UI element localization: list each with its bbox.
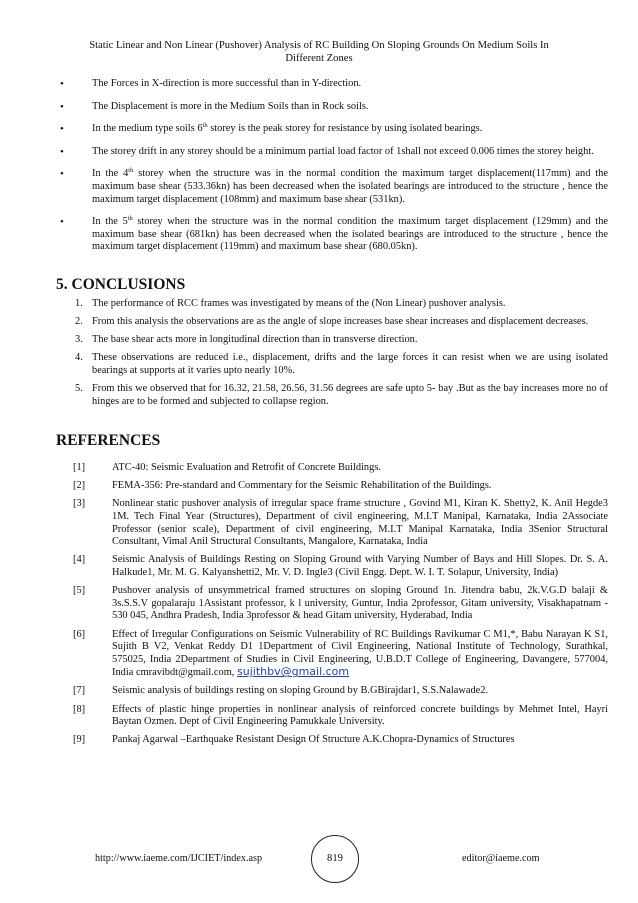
reference-item: [2] FEMA-356: Pre-standard and Commentary for the Seismic Rehabilitation of the Buildings.: [73, 480, 492, 492]
references-list: [56, 462, 608, 753]
bullet-icon: •: [60, 123, 64, 136]
bullet-icon: •: [60, 100, 64, 113]
bullet-item: • The Forces in X-direction is more successful than in Y-direction.: [60, 78, 362, 90]
reference-item: [5] Pushover analysis of unsymmetrical framed structures on sloping Ground 1n. Jitendra babu, 2k.V.G.D balaji & 3s.S.S.V gopalaraju 1Assistant professor, k l university, Guntur, India 2professor, Gitam university, Visakhapatnam - 530 045, Andhra Pradesh, India 3professor & head Gitam university, Hyderabad, India: [73, 585, 608, 622]
conclusion-item: 3. The base shear acts more in longitudinal direction than in transverse direction.: [75, 334, 418, 346]
page-number-circle: 819: [311, 835, 359, 883]
reference-item: [6] Effect of Irregular Configurations on Seismic Vulnerability of RC Buildings Ravikumar C M1,*, Babu Narayan K S1, Sujith B V2, Venkat Reddy D1 1Department of Civil Engineering, National Institute of Technology, Surathkal, 575025, India 2Department of Studies in Civil Engineering, U.B.D.T College of Engineering, Davangere, 577004, India cmravibdt@gmail.com, sujithbv@gmail.com: [73, 628, 608, 679]
reference-item: [3] Nonlinear static pushover analysis of irregular space frame structure , Govind M1, Kiran K. Shetty2, K. Anil Hegde3 1M. Tech Final Year (Structures), Department of civil engineering, M.I.T Manipal, Karnataka, India 2Associate Professor (senior scale), Department of civil engineering, M.I.T Manipal Karnataka, India 3Senior Structural Consultant, Vimal Anil Structural Consultants, Mangalore, Karnataka, India: [73, 498, 608, 548]
footer-email: editor@iaeme.com: [462, 853, 540, 864]
running-header-line-2: Different Zones: [285, 53, 353, 64]
bullet-item: • In the 4th storey when the structure was in the normal condition the maximum target displacement(117mm) and the maximum base shear (533.36kn) has been decreased when the isolated bearings are introduced to the structure , hence the maximum target displacement (108mm) and maximum base shear (531kn).: [60, 167, 608, 205]
reference-item: [9] Pankaj Agarwal –Earthquake Resistant Design Of Structure A.K.Chopra-Dynamics of Structures: [73, 734, 515, 746]
footer-url: http://www.iaeme.com/IJCIET/index.asp: [95, 853, 263, 864]
bullet-item: • The storey drift in any storey should be a minimum partial load factor of 1shall not exceed 0.006 times the storey height.: [60, 145, 594, 158]
conclusions-list: [56, 298, 608, 414]
running-header: [70, 39, 568, 65]
bullet-item: • In the 5th storey when the structure was in the normal condition the maximum target displacement (129mm) and the maximum base shear (681kn) has been decreased when the isolated bearings are introduced to the structure , hence the maximum target displacement (119mm) and maximum base shear (680.05kn).: [60, 215, 608, 253]
bullet-icon: •: [60, 78, 64, 90]
references-heading: REFERENCES: [56, 432, 161, 449]
bullet-icon: •: [60, 145, 64, 158]
findings-bullet-list: [56, 78, 608, 264]
reference-item: [7] Seismic analysis of buildings resting on sloping Ground by B.GBirajdar1, S.S.Nalawade2.: [73, 685, 489, 697]
conclusion-item: 2. From this analysis the observations are as the angle of slope increases base shear increases and displacement decreases.: [75, 316, 589, 328]
reference-item: [1] ATC-40: Seismic Evaluation and Retrofit of Concrete Buildings.: [73, 462, 381, 473]
bullet-item: • In the medium type soils 6th storey is the peak storey for resistance by using isolated bearings.: [60, 122, 483, 136]
bullet-icon: •: [60, 216, 64, 229]
bullet-item: • The Displacement is more in the Medium Soils than in Rock soils.: [60, 100, 369, 113]
bullet-icon: •: [60, 168, 64, 181]
conclusion-item: 1. The performance of RCC frames was investigated by means of the (Non Linear) pushover analysis.: [75, 298, 506, 309]
reference-item: [8] Effects of plastic hinge properties in nonlinear analysis of reinforced concrete buildings by Mehmet Intel, Hayri Baytan Ozmen. Dept of Civil Engineering Pamukkale University.: [73, 703, 608, 728]
reference-item: [4] Seismic Analysis of Buildings Resting on Sloping Ground with Varying Number of Bays and Hill Slopes. Dr. S. A. Halkude1, Mr. M. G. Kalyanshetti2, Mr. V. D. Ingle3 (Civil Engg. Dept. W. I. T. Solapur, University, India): [73, 554, 608, 578]
conclusion-item: 5. From this we observed that for 16.32, 21.58, 26.56, 31.56 degrees are safe upto 5- bay .But as the bay increases more no of hinges are to be formed and subjected to collapse region.: [75, 382, 608, 407]
conclusions-heading: 5. CONCLUSIONS: [56, 276, 186, 293]
email-link[interactable]: sujithbv@gmail.com: [237, 665, 350, 679]
conclusion-item: 4. These observations are reduced i.e., displacement, drifts and the large forces it can resist when we are using isolated bearings at supports at it varies upto nearly 10%.: [75, 352, 608, 376]
running-header-line-1: Static Linear and Non Linear (Pushover) Analysis of RC Building On Sloping Grounds On Medium Soils In: [89, 40, 549, 51]
